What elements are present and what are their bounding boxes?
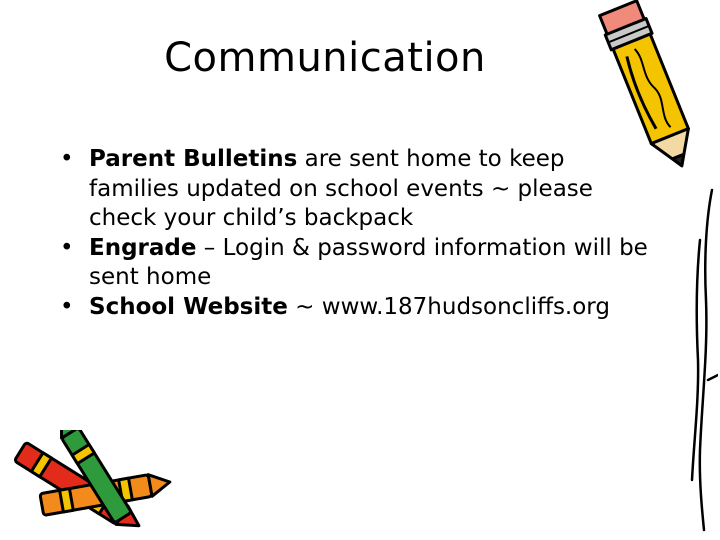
- bullet-item-parent-bulletins: [60, 145, 650, 234]
- bullet-bold-text: Parent Bulletins: [89, 146, 298, 172]
- bullet-bold-text: Engrade: [89, 234, 197, 261]
- crayons-icon: [0, 430, 175, 540]
- bullet-dot: •: [60, 293, 74, 320]
- bullet-bold-text: School Website: [89, 293, 288, 320]
- slide-title: Communication: [164, 35, 486, 81]
- bullet-text: are sent home to keep families updated on school events ~ please check your child’s backpack: [89, 146, 593, 231]
- bullet-dot: •: [60, 234, 74, 261]
- bullet-item-engrade: [60, 234, 650, 293]
- pencil-icon: [590, 0, 710, 175]
- bullet-text: – Login & password information will be sent home: [89, 234, 648, 290]
- bullet-text: ~ www.187hudsoncliffs.org: [287, 293, 610, 320]
- bullet-list: [60, 145, 650, 322]
- bullet-dot: •: [60, 146, 74, 172]
- pencil-icon: [678, 180, 718, 535]
- bullet-item-school-website: [60, 293, 650, 323]
